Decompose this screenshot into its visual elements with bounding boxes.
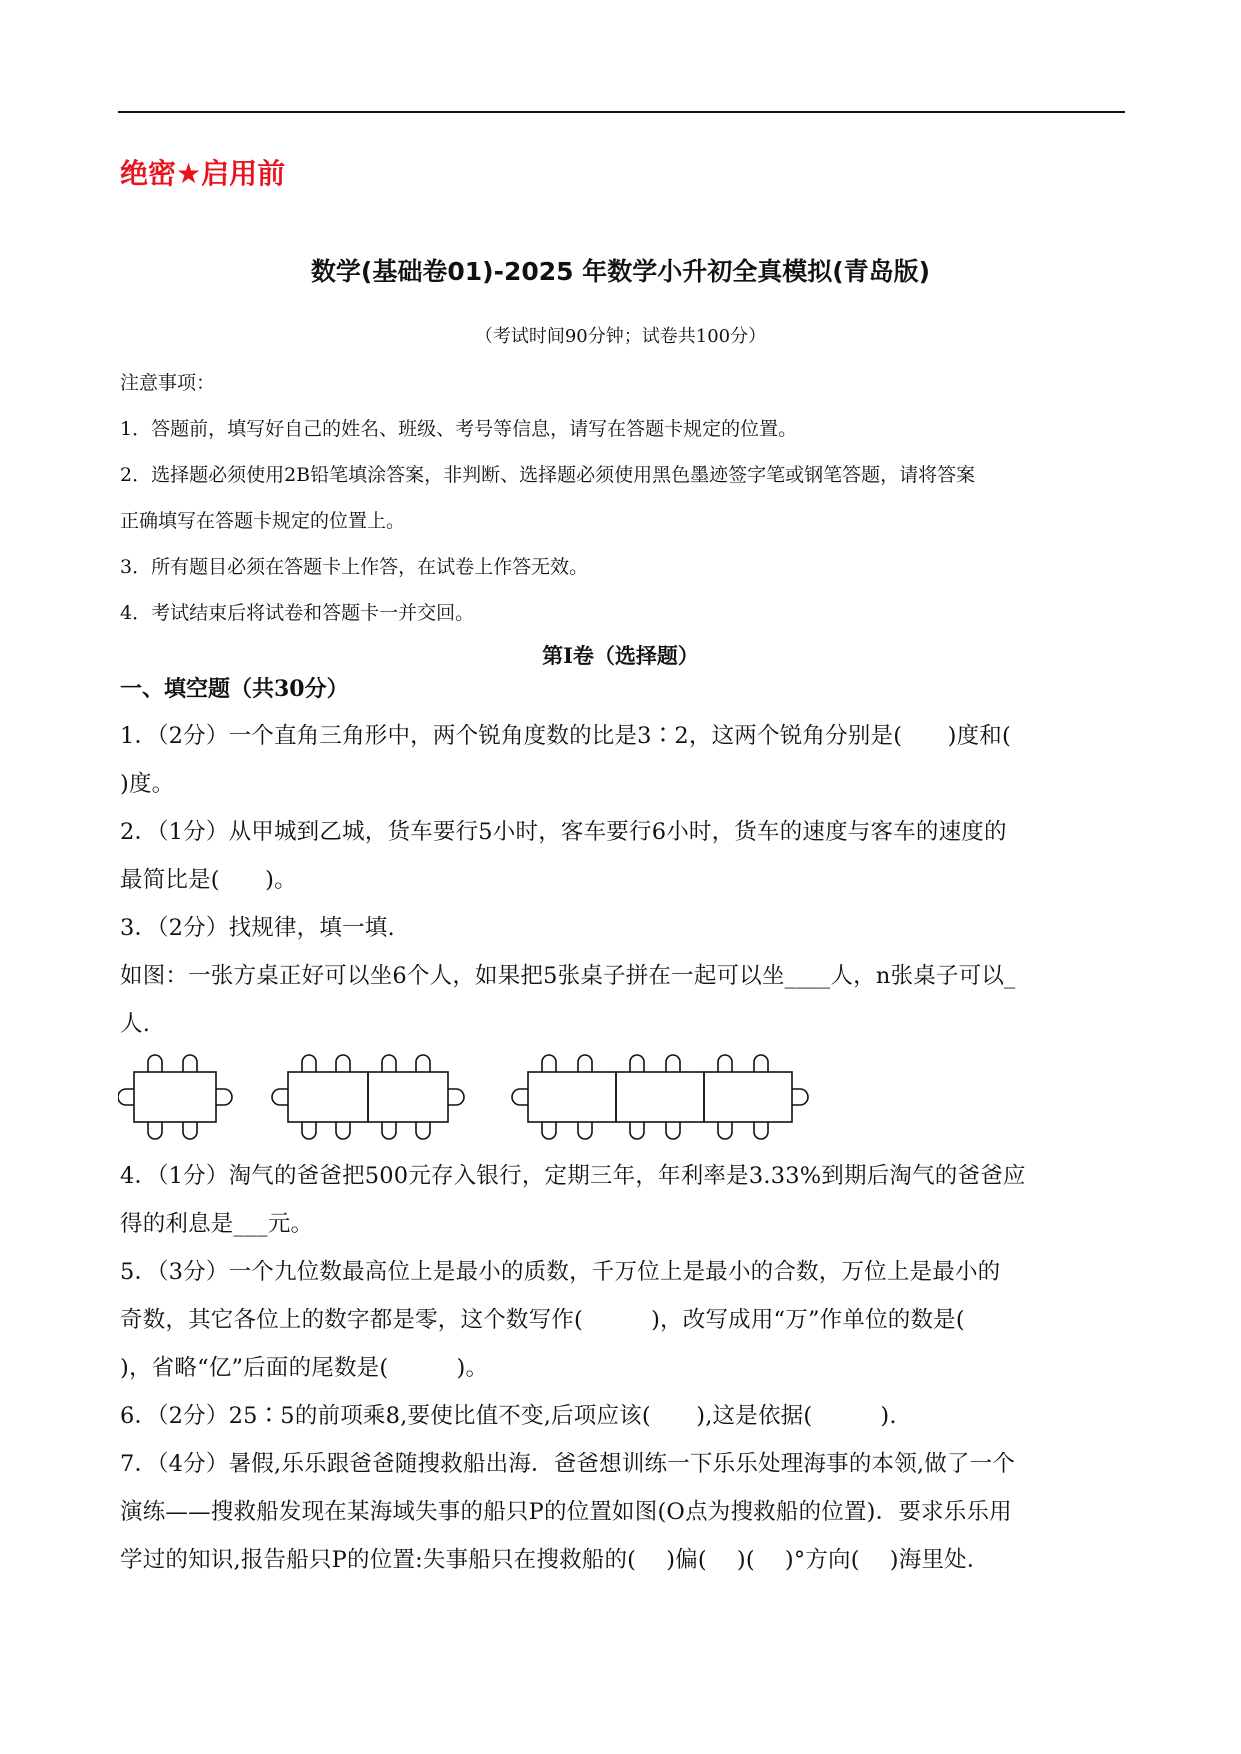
question-line: 演练——搜救船发现在某海域失事的船只P的位置如图(O点为搜救船的位置)．要求乐乐用 xyxy=(120,1499,1012,1525)
question-line: 5．（3分）一个九位数最高位上是最小的质数，千万位上是最小的合数，万位上是最小的 xyxy=(120,1259,1001,1285)
section-title: 一、填空题（共30分） xyxy=(120,676,349,702)
three-tables xyxy=(512,1055,808,1139)
exam-title: 数学(基础卷01)-2025 年数学小升初全真模拟(青岛版) xyxy=(310,257,931,286)
notes-heading: 注意事项： xyxy=(120,372,216,394)
question-line: 7．（4分）暑假,乐乐跟爸爸随搜救船出海．爸爸想训练一下乐乐处理海事的本领,做了一个 xyxy=(120,1451,1016,1477)
question-line: 得的利息是___元。 xyxy=(120,1211,314,1237)
question-line: 1．（2分）一个直角三角形中，两个锐角度数的比是3∶2，这两个锐角分别是( )度和( xyxy=(120,723,1011,749)
volume-title: 第Ⅰ卷（选择题） xyxy=(542,643,699,668)
question-line: )，省略“亿”后面的尾数是( )。 xyxy=(120,1355,489,1381)
question-line: 如图：一张方桌正好可以坐6个人，如果把5张桌子拼在一起可以坐____人，n张桌子可以_ xyxy=(120,963,1016,989)
question-line: 最简比是( )。 xyxy=(120,867,297,893)
note-item-2: 2．选择题必须使用2B铅笔填涂答案，非判断、选择题必须使用黑色墨迹签字笔或钢笔答题，请将答案 xyxy=(120,464,976,486)
question-line: )度。 xyxy=(120,771,175,797)
note-item-3: 3．所有题目必须在答题卡上作答，在试卷上作答无效。 xyxy=(120,556,589,578)
table-pattern-figure xyxy=(118,1052,868,1142)
two-tables xyxy=(272,1055,464,1139)
question-line: 3．（2分）找规律，填一填. xyxy=(120,915,395,941)
note-item-1: 1．答题前，填写好自己的姓名、班级、考号等信息，请写在答题卡规定的位置。 xyxy=(120,418,798,440)
question-line: 学过的知识,报告船只P的位置:失事船只在搜救船的( )偏( )( )°方向( )海里处． xyxy=(120,1547,990,1573)
header-rule xyxy=(118,111,1125,113)
single-table xyxy=(118,1055,232,1139)
question-line: 6．（2分）25∶5的前项乘8,要使比值不变,后项应该( ),这是依据( ). xyxy=(120,1403,897,1429)
question-line: 奇数，其它各位上的数字都是零，这个数写作( )，改写成用“万”作单位的数是( xyxy=(120,1307,965,1333)
secret-label: 绝密★启用前 xyxy=(120,157,286,190)
question-line: 4．（1分）淘气的爸爸把500元存入银行，定期三年，年利率是3.33%到期后淘气的爸爸应 xyxy=(120,1163,1026,1189)
question-line: 2．（1分）从甲城到乙城，货车要行5小时，客车要行6小时，货车的速度与客车的速度的 xyxy=(120,819,1007,845)
question-line: 人. xyxy=(120,1011,151,1037)
note-item-2-cont: 正确填写在答题卡规定的位置上。 xyxy=(120,510,406,532)
note-item-4: 4．考试结束后将试卷和答题卡一并交回。 xyxy=(120,602,475,624)
exam-subtitle: （考试时间90分钟；试卷共100分） xyxy=(474,326,767,347)
